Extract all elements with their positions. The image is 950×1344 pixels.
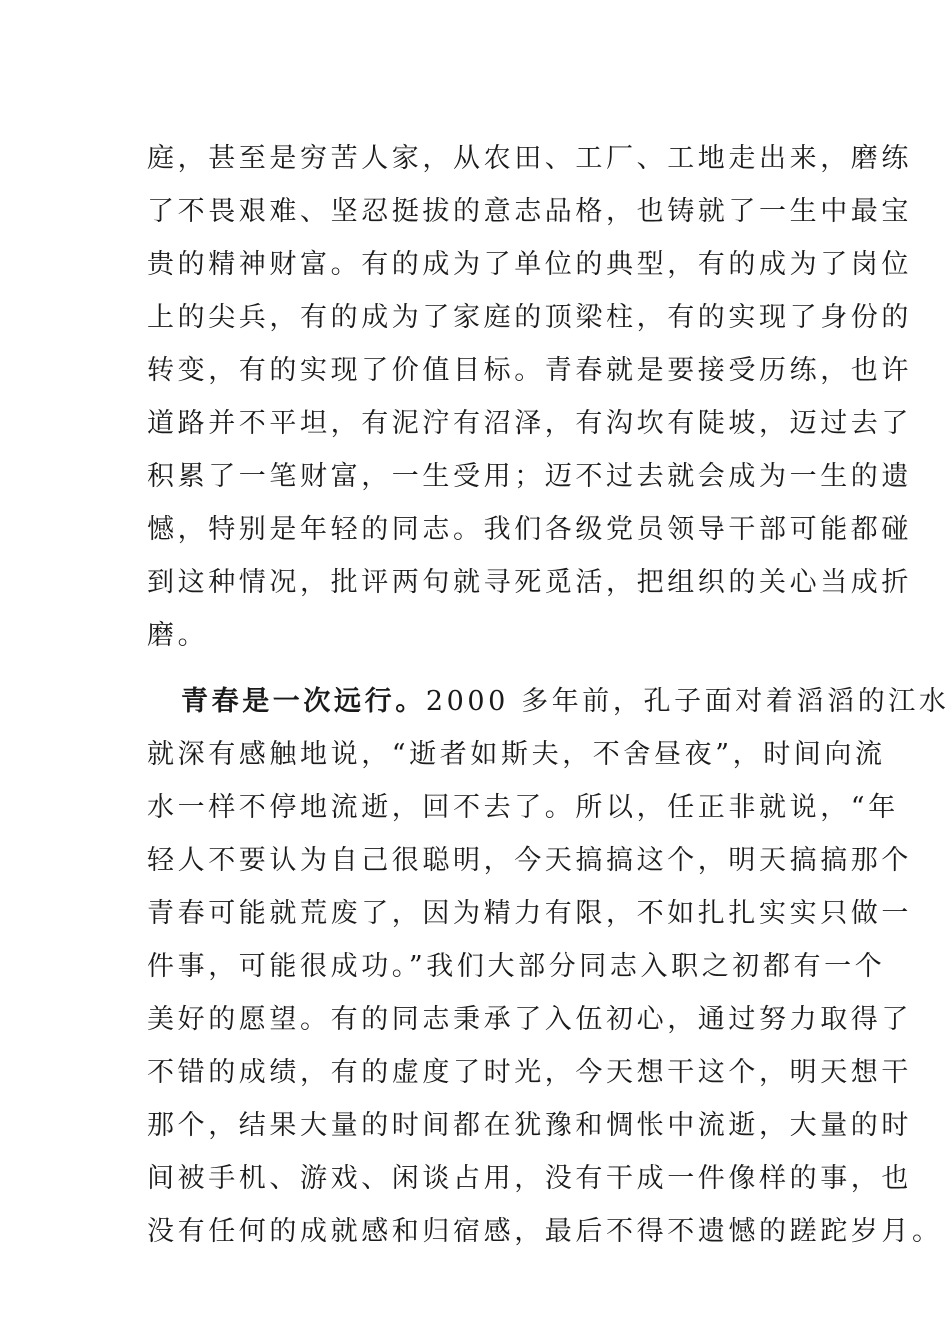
document-body xyxy=(147,132,950,1258)
text-line: 憾，特别是年轻的同志。我们各级党员领导干部可能都碰 xyxy=(147,514,912,545)
paragraph-heading: 青春是一次远行。 xyxy=(181,686,426,717)
text-line: 美好的愿望。有的同志秉承了入伍初心，通过努力取得了 xyxy=(147,1004,912,1035)
text-line: 庭，甚至是穷苦人家，从农田、工厂、工地走出来，磨练 xyxy=(147,143,912,174)
text-line: 不错的成绩，有的虚度了时光，今天想干这个，明天想干 xyxy=(147,1057,912,1088)
text-line: 件事，可能很成功。”我们大部分同志入职之初都有一个 xyxy=(147,951,886,982)
paragraph-first-line xyxy=(147,675,950,728)
text-line: 间被手机、游戏、闲谈占用，没有干成一件像样的事，也 xyxy=(147,1163,912,1194)
text-line: 了不畏艰难、坚忍挺拔的意志品格，也铸就了一生中最宝 xyxy=(147,196,912,227)
text-line: 道路并不平坦，有泥泞有沼泽，有沟坎有陡坡，迈过去了 xyxy=(147,408,912,439)
paragraph-2 xyxy=(147,675,950,1258)
first-line-text: 2000 多年前，孔子面对着滔滔的江水 xyxy=(425,686,950,717)
text-line: 轻人不要认为自己很聪明，今天搞搞这个，明天搞搞那个 xyxy=(147,845,912,876)
text-line: 水一样不停地流逝，回不去了。所以，任正非就说，“年 xyxy=(147,792,899,823)
text-line: 到这种情况，批评两句就寻死觅活，把组织的关心当成折 xyxy=(147,567,912,598)
text-line: 就深有感触地说，“逝者如斯夫，不舍昼夜”，时间向流 xyxy=(147,739,886,770)
text-line: 贵的精神财富。有的成为了单位的典型，有的成为了岗位 xyxy=(147,249,912,280)
text-line: 那个，结果大量的时间都在犹豫和惆怅中流逝，大量的时 xyxy=(147,1110,912,1141)
text-line: 上的尖兵，有的成为了家庭的顶梁柱，有的实现了身份的 xyxy=(147,302,912,333)
text-line: 青春可能就荒废了，因为精力有限，不如扎扎实实只做一 xyxy=(147,898,912,929)
text-line: 积累了一笔财富，一生受用；迈不过去就会成为一生的遗 xyxy=(147,461,912,492)
paragraph-spacer xyxy=(147,662,812,675)
text-line: 磨。 xyxy=(147,620,209,651)
text-line: 没有任何的成就感和归宿感，最后不得不遗憾的蹉跎岁月。 xyxy=(147,1216,943,1247)
text-line: 转变，有的实现了价值目标。青春就是要接受历练，也许 xyxy=(147,355,912,386)
paragraph-1 xyxy=(147,132,912,662)
